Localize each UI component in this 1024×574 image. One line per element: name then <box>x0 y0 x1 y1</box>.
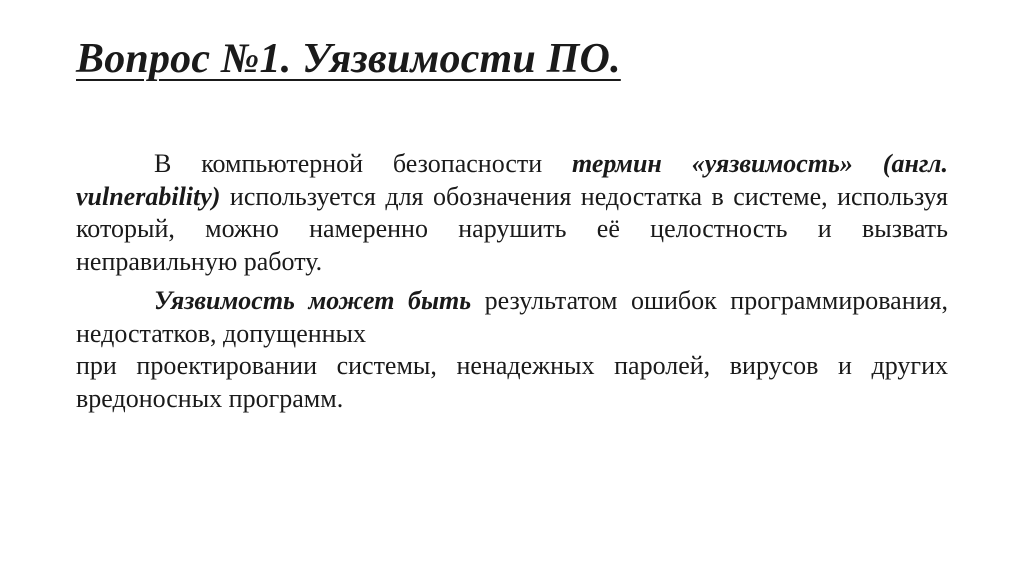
paragraph-vulnerability-definition <box>76 148 948 278</box>
paragraph-2-rest-line-2: при проектировании системы, ненадежных паролей, вирусов и других вредоносных программ. <box>76 351 948 413</box>
slide-body <box>76 148 948 422</box>
paragraph-1-lead: В компьютерной безопасности <box>154 149 573 178</box>
paragraph-1-rest: используется для обозначения недостатка в системе, используя который, можно намеренно нарушить её целостность и вызвать неправильную работу. <box>76 181 948 276</box>
paragraph-2-rest-line-1: результатом ошибок программирования, недостатков, допущенных <box>76 286 948 348</box>
slide-title: Вопрос №1. Уязвимости ПО. <box>76 36 621 82</box>
term-vulnerability-may-be: Уязвимость может быть <box>154 286 472 315</box>
term-vulnerability: термин «уязвимость» (англ. vulnerability) <box>76 149 948 211</box>
paragraph-vulnerability-causes <box>76 285 948 415</box>
